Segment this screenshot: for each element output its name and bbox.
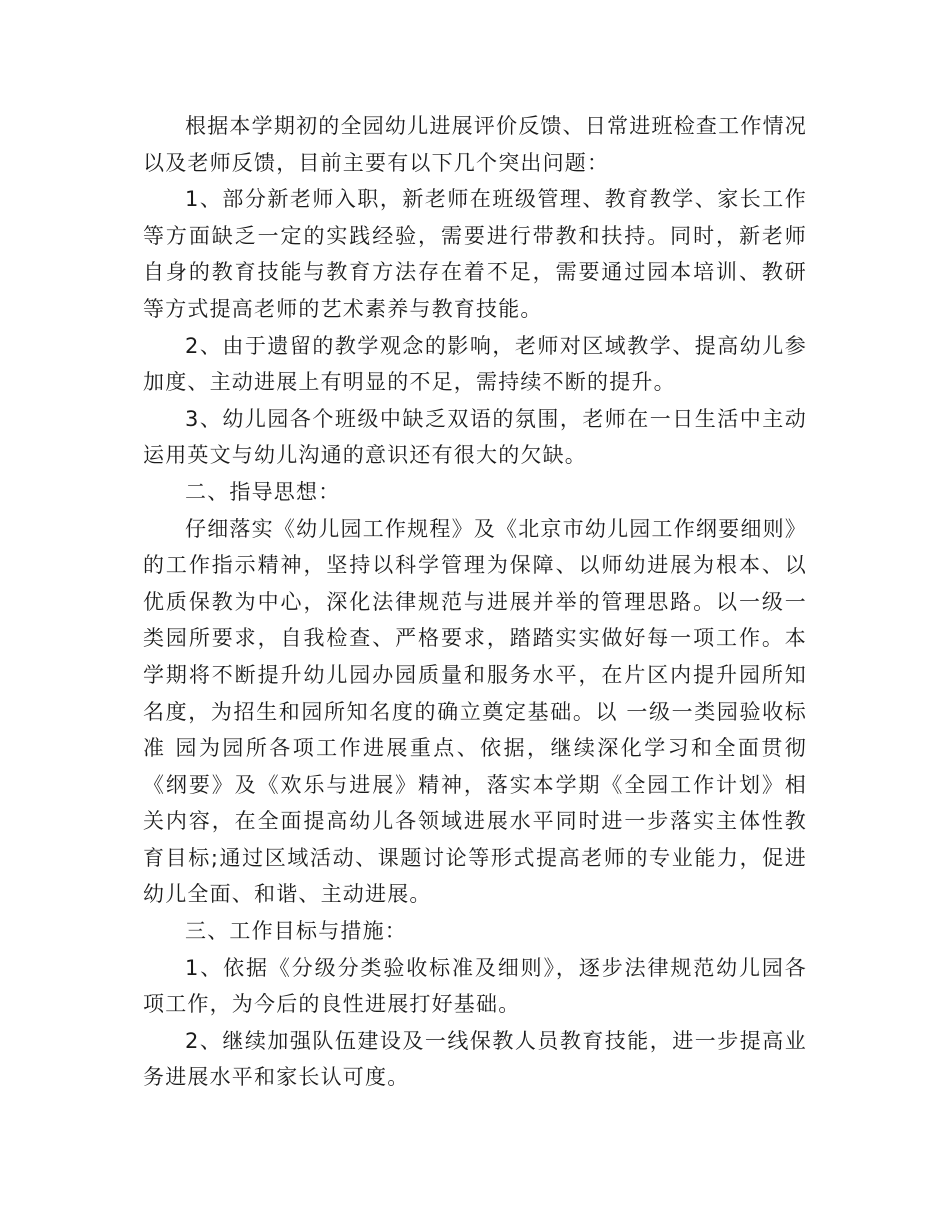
paragraph-problem-2: 2、由于遗留的教学观念的影响，老师对区域教学、提高幼儿参加度、主动进展上有明显的不足，需持续不断的提升。: [143, 333, 807, 395]
section-heading-guiding-ideology: 二、指导思想：: [185, 479, 341, 504]
paragraph-guiding-ideology: 仔细落实《幼儿园工作规程》及《北京市幼儿园工作纲要细则》的工作指示精神，坚持以科学管理为保障、以师幼进展为根本、以优质保教为中心，深化法律规范与进展并举的管理思路。以一级一类园所要求，自我检查、严格要求，踏踏实实做好每一项工作。本学期将不断提升幼儿园办园质量和服务水平，在片区内提升园所知名度，为招生和园所知名度的确立奠定基础。以 一级一类园验收标准 园为园所各项工作进展重点、依据，继续深化学习和全面贯彻《纲要》及《欢乐与进展》精神，落实本学期《全园工作计划》相关内容，在全面提高幼儿各领域进展水平同时进一步落实主体性教育目标;通过区域活动、课题讨论等形式提高老师的专业能力，促进幼儿全面、和谐、主动进展。: [143, 516, 807, 907]
paragraph-problem-3: 3、幼儿园各个班级中缺乏双语的氛围，老师在一日生活中主动运用英文与幼儿沟通的意识还有很大的欠缺。: [143, 406, 807, 468]
section-heading-goals-measures: 三、工作目标与措施：: [185, 919, 407, 944]
paragraph-problem-1: 1、部分新老师入职，新老师在班级管理、教育教学、家长工作等方面缺乏一定的实践经验，需要进行带教和扶持。同时，新老师自身的教育技能与教育方法存在着不足，需要通过园本培训、教研等方式提高老师的艺术素养与教育技能。: [143, 187, 807, 321]
paragraph-goal-1: 1、依据《分级分类验收标准及细则》，逐步法律规范幼儿园各项工作，为今后的良性进展打好基础。: [143, 955, 807, 1017]
paragraph-intro: 根据本学期初的全园幼儿进展评价反馈、日常进班检查工作情况以及老师反馈，目前主要有以下几个突出问题：: [143, 114, 807, 175]
paragraph-goal-2: 2、继续加强队伍建设及一线保教人员教育技能，进一步提高业务进展水平和家长认可度。: [143, 1028, 807, 1090]
document-body: [143, 108, 807, 1096]
